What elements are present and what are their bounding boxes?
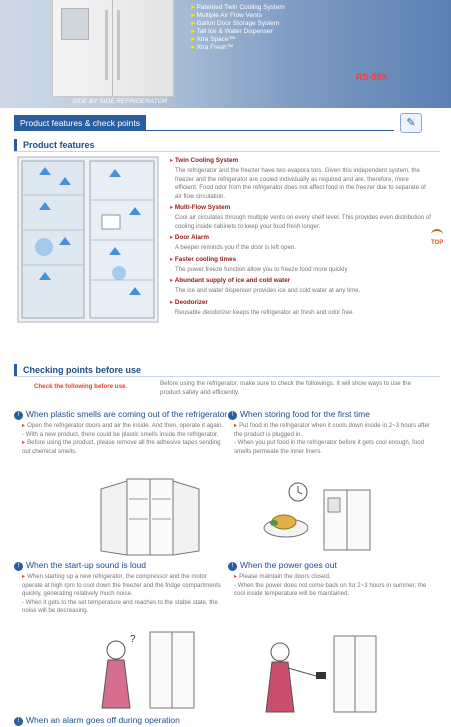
- nav-divider: [14, 130, 394, 131]
- banner-feature: ►Multiple Air Flow Vents: [190, 12, 262, 19]
- woman-question-illustration: [90, 628, 200, 710]
- feature-desc: Cool air circulates through multiple vents on every shelf level. This provides even distribution of cooling inside cabinets to keep your food fresh longer.: [175, 214, 431, 230]
- open-fridge-illustration: [95, 477, 205, 557]
- info-icon: !: [228, 562, 237, 571]
- feature-item: ▸ Abundant supply of ice and cold water The ice and water dispenser provides ice and cold water at any time.: [170, 276, 432, 296]
- banner-feature-list: [190, 4, 285, 52]
- refrigerator-image: [52, 0, 174, 97]
- feature-item: ▸ Faster cooling times The power freeze function allow you to freeze food more quickly.: [170, 255, 432, 275]
- tab-product-features[interactable]: Product features & check points: [14, 115, 146, 131]
- banner-feature: ►Xtra Space™: [190, 36, 236, 43]
- feature-desc: The refrigerator and the freezer have two evapora tors. Given this independent system, the freezer and the refrigerator are cooled individually as required and are, therefore, more efficient. Food odor from the refrigerator does not affect food in the freezer due to separate of air flow circulation.: [175, 167, 426, 200]
- fridge-dispenser-illustration: [320, 488, 375, 552]
- feature-title: Abundant supply of ice and cold water: [174, 277, 291, 284]
- feature-title: Faster cooling times: [174, 255, 237, 263]
- feature-descriptions: [170, 156, 432, 319]
- feature-desc: The ice and water dispenser provides ice and cold water at any time.: [175, 287, 361, 294]
- info-icon: !: [14, 562, 23, 571]
- info-icon: !: [14, 411, 23, 420]
- info-icon: !: [14, 717, 23, 726]
- info-icon: !: [228, 411, 237, 420]
- feature-item: ▸ Multi-Flow System Cool air circulates through multiple vents on every shelf level. This provides even distribution of cooling inside cabinets to keep your food fresh longer.: [170, 204, 431, 230]
- product-banner: [0, 0, 451, 108]
- feature-desc: A beeper reminds you if the door is left open.: [175, 244, 296, 251]
- cooling-diagram: [14, 155, 164, 325]
- manual-icon[interactable]: ✎: [400, 113, 422, 133]
- banner-feature: ►Gallon Door Storage System: [190, 20, 280, 27]
- startup-sound-text: ▸ When starting up a new refrigerator, the compressor and the motor operate at high rpm to cool down the freezer and the fridge compartments quickly, generating relatively much noise. - When it gets to the set temperature and reaches to the stable state, the noise will be decreasing.: [22, 573, 221, 614]
- feature-title: Door Alarm: [174, 234, 209, 241]
- storing-food-text: ▸ Put food in the refrigerator when it cools down inside in 2~3 hours after the product is plugged in. - When you put food in the refrigerator before it gets cool enough, food smells permeate the inner liners.: [234, 422, 430, 455]
- model-name: RS-55X: [356, 72, 388, 82]
- feature-item: ▸ Twin Cooling System The refrigerator and the freezer have two evapora tors. Given this independent system, the freezer and the refrigerator are cooled individually as required and are, therefore, more efficient. Food odor from the refrigerator does not affect food in the freezer due to separate of air flow circulation.: [170, 156, 432, 201]
- feature-title: Twin Cooling System: [174, 157, 239, 164]
- feature-desc: The power freeze function allow you to freeze food more quickly.: [175, 265, 349, 273]
- check-intro: Before using the refrigerator, make sure to check the followings. It will show ways to use the product safely and efficiently.: [160, 380, 412, 396]
- plastic-smell-heading: ! When plastic smells are coming out of the refrigerator: [14, 409, 229, 420]
- top-button[interactable]: TOP: [431, 229, 443, 246]
- storing-food-heading: ! When storing food for the first time: [228, 409, 438, 420]
- product-features-heading: Product features: [14, 139, 443, 151]
- checking-points-heading: Checking points before use: [14, 364, 443, 376]
- svg-text:?: ?: [130, 634, 136, 645]
- feature-item: ▸ Deodorizer Reusable deodorizer keeps the refrigerator air fresh and odor free.: [170, 298, 432, 318]
- alarm-heading: ! When an alarm goes off during operation: [14, 715, 229, 726]
- woman-plug-illustration: [260, 632, 380, 714]
- feature-item: ▸ Door Alarm A beeper reminds you if the door is left open.: [170, 233, 432, 253]
- startup-sound-heading: ! When the start-up sound is loud: [14, 560, 229, 571]
- banner-feature: ►Tall Ice & Water Dispenser: [190, 28, 273, 35]
- banner-feature: ►Patented Twin Cooling System: [190, 4, 285, 11]
- feature-title: Multi-Flow System: [174, 204, 231, 211]
- feature-title: Deodorizer: [174, 298, 208, 306]
- section-nav: [14, 115, 434, 131]
- banner-caption: SIDE BY SIDE REFRIGERATOR: [72, 98, 168, 105]
- check-label: Check the following before use.: [34, 383, 128, 390]
- banner-feature: ►Xtra Fresh™: [190, 44, 234, 51]
- power-out-text: ▸ Please maintain the doors closed. - When the power does not come back on for 2~3 hours in summer, the cool inside temperature will be maintained.: [234, 573, 427, 597]
- plastic-smell-text: ▸ Open the refrigerator doors and air the inside. And then, operate it again. - With a new product, there could be plastic smells inside the refrigerator. ▸ Before using the product, please remove all the adhesive tapes sending out chemical smells.: [22, 422, 224, 455]
- power-out-heading: ! When the power goes out: [228, 560, 438, 571]
- feature-desc: Reusable deodorizer keeps the refrigerator air fresh and odor free.: [175, 308, 355, 316]
